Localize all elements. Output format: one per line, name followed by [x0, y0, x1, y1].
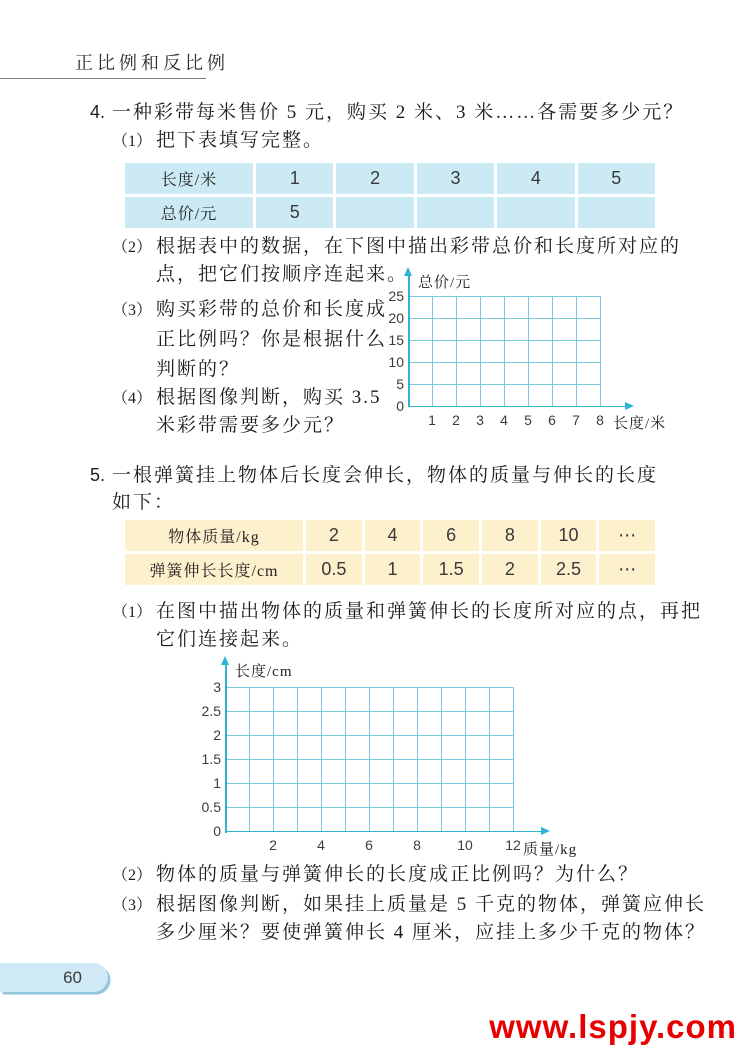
- table-cell: 3: [417, 163, 494, 194]
- q5-plot-grid: [195, 655, 615, 860]
- q4-sub4-line2: 米彩带需要多少元？: [156, 415, 346, 436]
- y-tick: 1.5: [201, 751, 221, 767]
- q5-sub3-text1: 根据图像判断，如果挂上质量是 5 千克的物体，弹簧应伸长: [156, 894, 707, 915]
- q4-sub3-line3: 判断的？: [156, 359, 241, 380]
- table-cell: 2: [336, 163, 413, 194]
- table-header-cell: 总价/元: [125, 197, 253, 228]
- y-tick: 10: [388, 354, 404, 370]
- x-tick-labels: [424, 412, 608, 428]
- x-tick: 8: [413, 837, 421, 853]
- table-cell: ⋯: [599, 554, 655, 585]
- q5-sub2-line1: [112, 864, 639, 887]
- q4-sub3-line2: 正比例吗？你是根据什么: [156, 329, 388, 350]
- y-tick: 2: [213, 727, 221, 743]
- y-tick: 20: [388, 310, 404, 326]
- header-rule: [0, 78, 206, 79]
- watermark: www.lspjy.com: [489, 1008, 737, 1045]
- q4-sub3-label: （3）: [112, 302, 153, 319]
- q4-sub3-text1: 购买彩带的总价和长度成: [156, 299, 388, 320]
- table-cell: 2: [306, 520, 362, 551]
- q5-sub1-line2: 它们连接起来。: [156, 629, 304, 650]
- q5-sub1-label: （1）: [112, 604, 153, 621]
- page-number: 60: [63, 967, 82, 987]
- x-axis: [408, 406, 626, 408]
- q4-intro-text: 一种彩带每米售价 5 元，购买 2 米、3 米……各需要多少元？: [112, 102, 685, 123]
- q4-sub2-line2: 点，把它们按顺序连起来。: [156, 264, 409, 285]
- table-cell: 2.5: [541, 554, 597, 585]
- q4-number: 4.: [90, 102, 106, 122]
- q5-sub3-label: （3）: [112, 897, 153, 914]
- q5-intro-text1: 一根弹簧挂上物体后长度会伸长，物体的质量与伸长的长度: [112, 465, 659, 486]
- q5-intro-line1: [90, 464, 658, 487]
- x-tick: 4: [500, 412, 508, 428]
- y-tick: 1: [213, 775, 221, 791]
- x-tick: 8: [596, 412, 604, 428]
- y-tick-labels: [378, 288, 404, 414]
- table-cell: 2: [482, 554, 538, 585]
- x-axis-arrow-icon: [541, 827, 550, 835]
- q4-sub3-line1: [112, 299, 387, 322]
- y-axis-label: 长度/cm: [235, 664, 293, 680]
- q4-sub2-line1: [112, 236, 681, 259]
- table-cell-blank: [578, 197, 655, 228]
- y-tick-labels: [195, 679, 221, 839]
- x-tick-labels: [261, 837, 525, 853]
- y-tick: 25: [388, 288, 404, 304]
- table-cell: 6: [423, 520, 479, 551]
- x-tick: 5: [524, 412, 532, 428]
- y-tick: 0.5: [201, 799, 221, 815]
- table-cell: 8: [482, 520, 538, 551]
- table-cell: 1: [365, 554, 421, 585]
- table-cell: 4: [365, 520, 421, 551]
- x-tick: 6: [365, 837, 373, 853]
- q4-sub4-text1: 根据图像判断，购买 3.5: [156, 387, 382, 408]
- y-axis: [408, 274, 410, 407]
- q5-sub1-text1: 在图中描出物体的质量和弹簧伸长的长度所对应的点，再把: [156, 601, 703, 622]
- table-cell: ⋯: [599, 520, 655, 551]
- q5-sub2-text1: 物体的质量与弹簧伸长的长度成正比例吗？为什么？: [156, 864, 640, 885]
- q4-sub4-line1: [112, 387, 382, 410]
- chart-grid: [225, 687, 514, 832]
- q4-sub2-text1: 根据表中的数据，在下图中描出彩带总价和长度所对应的: [156, 236, 682, 257]
- x-tick: 10: [457, 837, 473, 853]
- q5-table: [125, 520, 655, 585]
- y-tick: 0: [213, 823, 221, 839]
- y-tick: 0: [396, 398, 404, 414]
- table-cell: 5: [256, 197, 333, 228]
- table-cell-blank: [336, 197, 413, 228]
- chart-grid: [408, 296, 601, 407]
- x-tick: 7: [572, 412, 580, 428]
- y-tick: 3: [213, 679, 221, 695]
- x-axis-label: 长度/米: [613, 416, 667, 432]
- x-tick: 2: [452, 412, 460, 428]
- x-axis-arrow-icon: [625, 402, 634, 410]
- table-cell: 0.5: [306, 554, 362, 585]
- q4-sub1-line: [112, 130, 324, 153]
- x-axis-label: 质量/kg: [523, 842, 578, 858]
- q5-sub3-line2: 多少厘米？要使弹簧伸长 4 厘米，应挂上多少千克的物体？: [156, 922, 707, 943]
- y-tick: 15: [388, 332, 404, 348]
- x-tick: 3: [476, 412, 484, 428]
- x-tick: 2: [269, 837, 277, 853]
- x-tick: 4: [317, 837, 325, 853]
- y-tick: 2.5: [201, 703, 221, 719]
- y-axis-arrow-icon: [221, 656, 229, 665]
- y-axis: [225, 663, 227, 833]
- q4-sub1-label: （1）: [112, 133, 153, 150]
- table-cell: 5: [578, 163, 655, 194]
- table-cell-blank: [497, 197, 574, 228]
- y-axis-arrow-icon: [404, 267, 412, 276]
- table-cell: 1.5: [423, 554, 479, 585]
- q4-sub1-text: 把下表填写完整。: [156, 130, 325, 151]
- page-number-badge: [0, 963, 108, 992]
- page-title: 正比例和反比例: [75, 53, 229, 73]
- table-cell: 1: [256, 163, 333, 194]
- table-header-cell: 弹簧伸长长度/cm: [125, 554, 303, 585]
- x-tick: 12: [505, 837, 521, 853]
- y-axis-label: 总价/元: [418, 275, 472, 291]
- q5-intro-line2: 如下：: [112, 492, 176, 513]
- y-tick: 5: [396, 376, 404, 392]
- q4-sub2-label: （2）: [112, 239, 153, 256]
- q5-sub1-line1: [112, 601, 702, 624]
- table-header-cell: 物体质量/kg: [125, 520, 303, 551]
- table-header-cell: 长度/米: [125, 163, 253, 194]
- x-axis: [225, 831, 542, 833]
- table-cell-blank: [417, 197, 494, 228]
- x-tick: 6: [548, 412, 556, 428]
- x-tick: 1: [428, 412, 436, 428]
- q5-number: 5.: [90, 465, 106, 485]
- q4-intro-line: [90, 101, 684, 124]
- q4-sub4-label: （4）: [112, 390, 153, 407]
- q4-table: [125, 163, 655, 228]
- q5-sub3-line1: [112, 894, 706, 917]
- table-cell: 4: [497, 163, 574, 194]
- table-cell: 10: [541, 520, 597, 551]
- q5-sub2-label: （2）: [112, 867, 153, 884]
- q4-plot-grid: [378, 266, 690, 438]
